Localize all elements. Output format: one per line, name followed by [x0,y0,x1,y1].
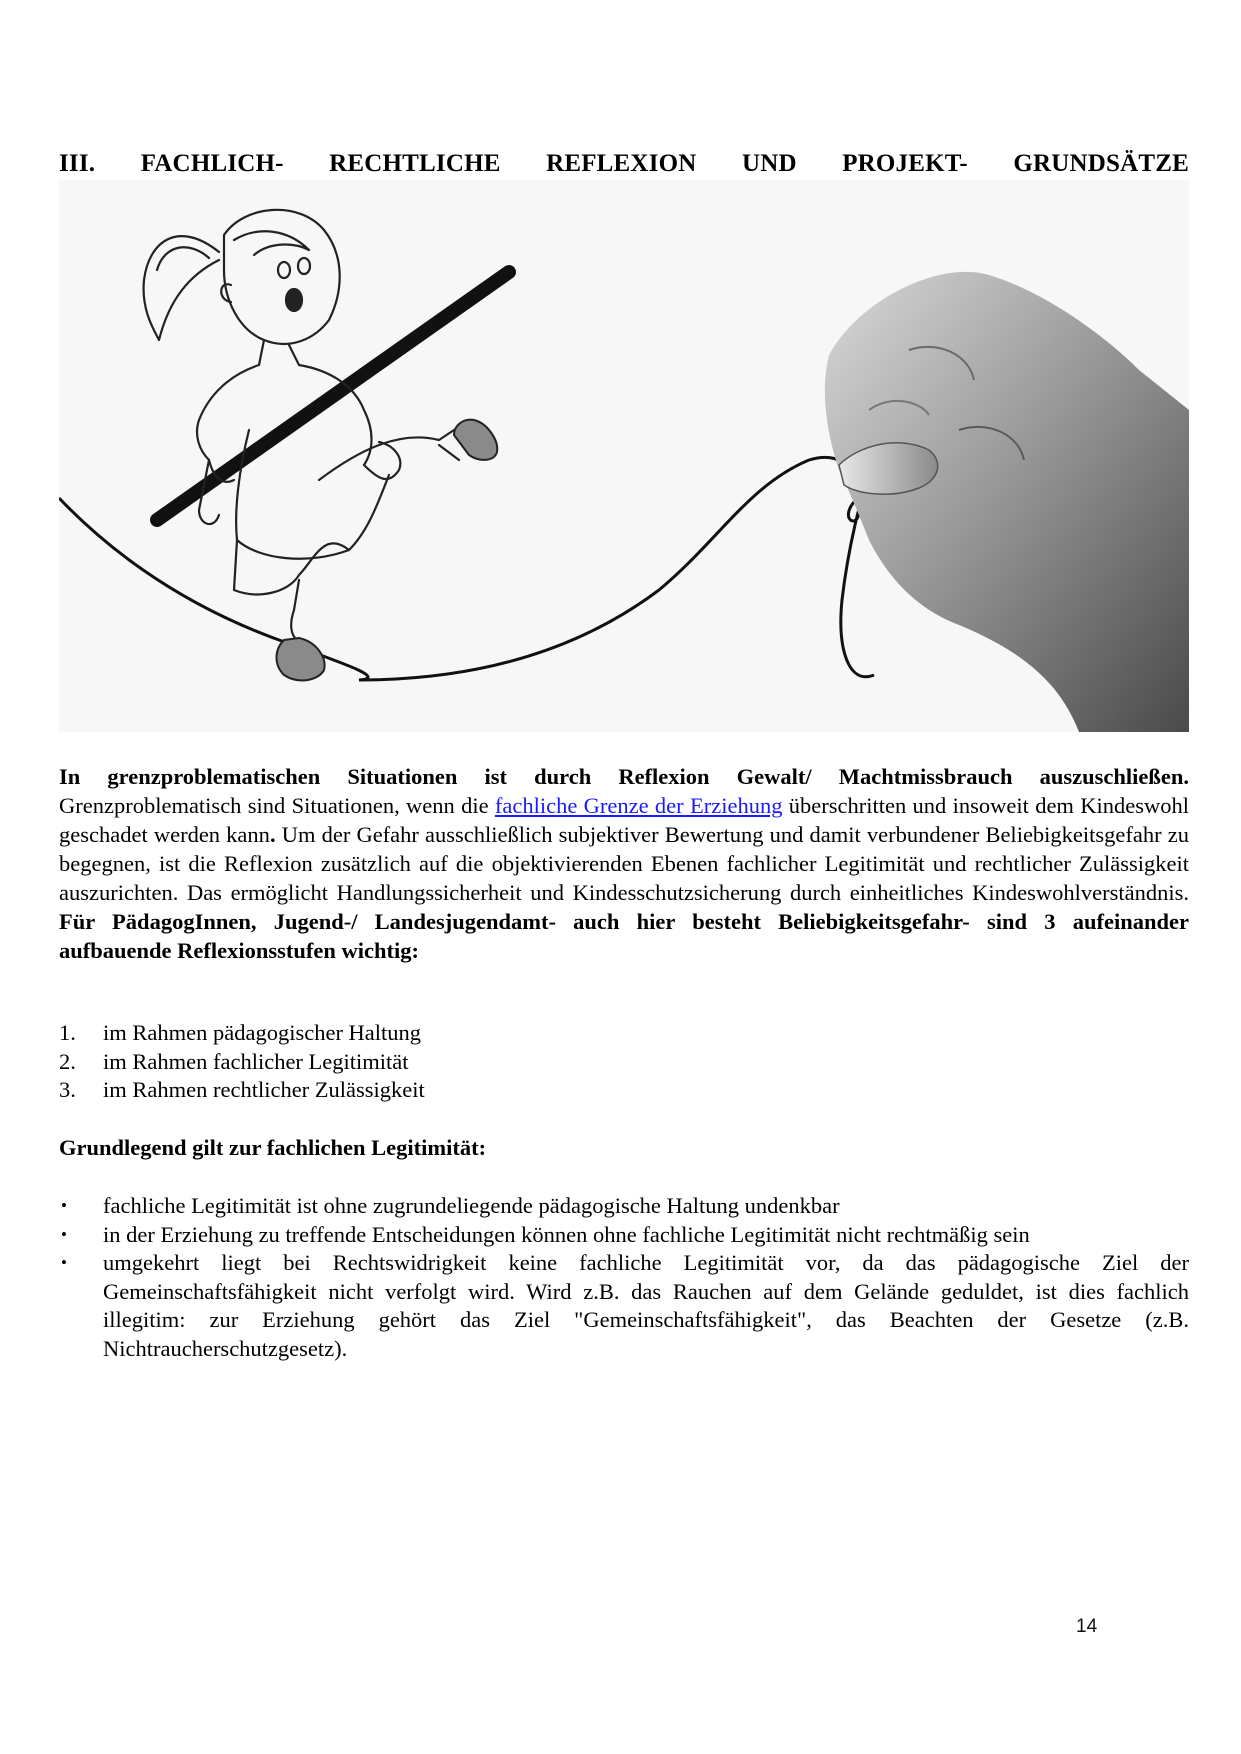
list-item-text: fachliche Legitimität ist ohne zugrundeliegende pädagogische Haltung undenkbar [103,1193,840,1218]
intro-lead: In grenzproblematischen Situationen ist durch Reflexion Gewalt/ Machtmissbrauch auszuschließen. [59,764,1189,789]
list-item [59,1221,1189,1250]
list-item [59,1249,1189,1363]
list-item [59,1048,1189,1077]
legitimacy-bullet-list [59,1192,1189,1363]
list-item-text: im Rahmen rechtlicher Zulässigkeit [103,1077,425,1102]
list-item [59,1192,1189,1221]
reflection-levels-list [59,1019,1189,1105]
intro-bold-period: . [269,822,276,847]
list-item-text: umgekehrt liegt bei Rechtswidrigkeit keine fachliche Legitimität vor, da das pädagogische Ziel der Gemeinschaftsfähigkeit nicht verfolgt wird. Wird z.B. das Rauchen auf dem Gelände geduldet, ist dies fachlich illegitim: zur Erziehung gehört das Ziel "Gemeinschaftsfähigkeit", das Beachten der Gesetze (z.B. Nichtraucherschutzgesetz). [103,1250,1189,1361]
list-item-text: in der Erziehung zu treffende Entscheidungen können ohne fachliche Legitimität nicht rechtmäßig sein [103,1221,1030,1247]
intro-text-before-link: Grenzproblematisch sind Situationen, wenn die [59,793,495,818]
list-item-text: im Rahmen pädagogischer Haltung [103,1020,422,1045]
tightrope-drawing [59,180,1189,732]
bullet-marker: • [61,1196,67,1215]
bullet-marker: • [61,1224,67,1244]
legitimacy-subheading: Grundlegend gilt zur fachlichen Legitimität: [59,1135,487,1160]
section-heading: III. FACHLICH- RECHTLICHE REFLEXION UND PROJEKT- GRUNDSÄTZE [59,150,1189,177]
intro-paragraph [59,762,1189,965]
list-item [59,1076,1189,1105]
list-number: 3. [59,1077,76,1102]
list-number: 1. [59,1020,76,1045]
list-item [59,1019,1189,1048]
intro-text-middle: Um der Gefahr ausschließlich subjektiver Bewertung und damit verbundener Beliebigkeitsgefahr zu begegnen, ist die Reflexion zusätzlich auf die objektivierenden Ebenen fachlicher Legitimität und rechtlicher Zulässigkeit auszurichten. Das ermöglicht Handlungssicherheit und Kindesschutzsicherung durch einheitliches Kindeswohlverständnis. [59,822,1190,905]
erziehung-grenze-link[interactable]: fachliche Grenze der Erziehung [494,793,783,818]
page-number: 14 [1076,1616,1098,1637]
intro-closing: Für PädagogInnen, Jugend-/ Landesjugendamt- auch hier besteht Beliebigkeitsgefahr- sind 3 aufeinander aufbauende Reflexionsstufen wichtig: [59,909,1189,963]
bullet-marker: • [61,1253,67,1272]
list-item-text: im Rahmen fachlicher Legitimität [103,1048,409,1074]
list-number: 2. [59,1048,76,1074]
tightrope-illustration [59,180,1189,732]
intro-text-after-link: überschritten und insoweit dem Kindeswohl geschadet werden kann [59,793,1189,847]
